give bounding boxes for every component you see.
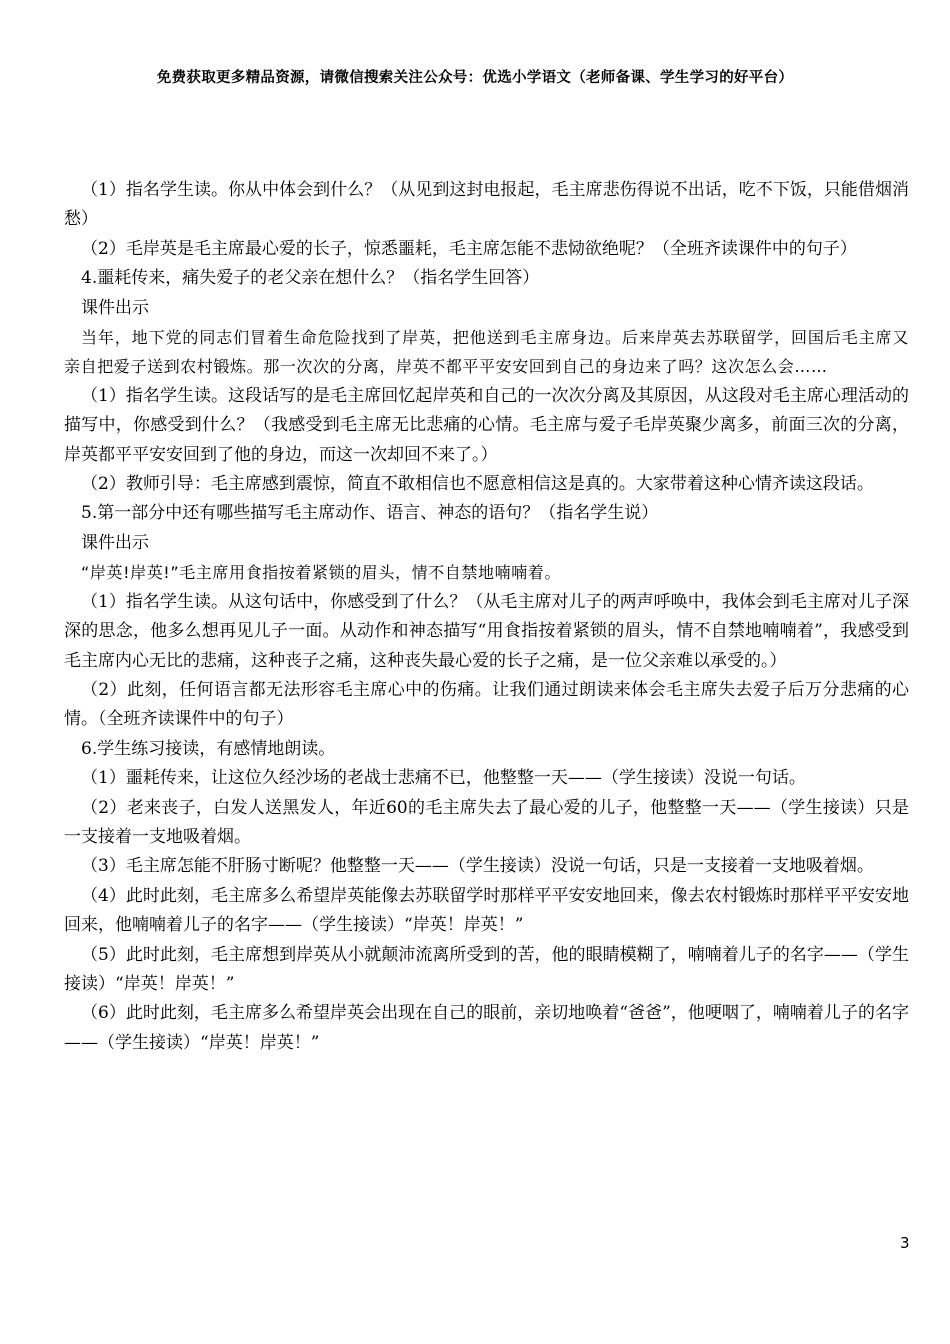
paragraph: （2）教师引导：毛主席感到震惊，简直不敢相信也不愿意相信这是真的。大家带着这种心情齐读这段话。 xyxy=(81,474,874,495)
paragraph: （1）噩耗传来，让这位久经沙场的老战士悲痛不已，他整整一天——（学生接读）没说一句话。 xyxy=(81,768,806,789)
header-banner: 免费获取更多精品资源，请微信搜索关注公众号：优选小学语文（老师备课、学生学习的好平台） xyxy=(156,70,794,86)
paragraph: （1）指名学生读。这段话写的是毛主席回忆起岸英和自己的一次次分离及其原因，从这段对毛主席心理活动的描写中，你感受到什么？（我感受到毛主席无比悲痛的心情。毛主席与爱子毛岸英聚少离多，前面三次的分离，岸英都平平安安回到了他的身边，而这一次却回不来了。） xyxy=(64,385,909,465)
paragraph: （5）此时此刻，毛主席想到岸英从小就颠沛流离所受到的苦，他的眼睛模糊了，喃喃着儿子的名字——（学生接读）“岸英！岸英！” xyxy=(64,944,909,994)
courseware-label: 课件出示 xyxy=(81,297,149,318)
courseware-quote: “岸英!岸英!”毛主席用食指按着紧锁的眉头，情不自禁地喃喃着。 xyxy=(81,563,562,583)
section-heading: 5.第一部分中还有哪些描写毛主席动作、语言、神态的语句？（指名学生说） xyxy=(81,503,659,524)
paragraph: （2）毛岸英是毛主席最心爱的长子，惊悉噩耗，毛主席怎能不悲恸欲绝呢？（全班齐读课件中的句子） xyxy=(81,238,857,259)
paragraph: （2）此刻，任何语言都无法形容毛主席心中的伤痛。让我们通过朗读来体会毛主席失去爱子后万分悲痛的心情。（全班齐读课件中的句子） xyxy=(64,679,909,730)
paragraph: （4）此时此刻，毛主席多么希望岸英能像去苏联留学时那样平平安安地回来，像去农村锻炼时那样平平安安地回来，他喃喃着儿子的名字——（学生接读）“岸英！岸英！” xyxy=(64,885,909,936)
paragraph: （1）指名学生读。你从中体会到什么？（从见到这封电报起，毛主席悲伤得说不出话，吃不下饭，只能借烟消愁） xyxy=(64,180,909,230)
section-heading: 4.噩耗传来，痛失爱子的老父亲在想什么？（指名学生回答） xyxy=(81,268,540,289)
paragraph: （2）老来丧子，白发人送黑发人，年近60的毛主席失去了最心爱的儿子，他整整一天——（学生接读）只是一支接着一支地吸着烟。 xyxy=(64,797,909,847)
page-number: 3 xyxy=(900,1234,910,1252)
courseware-label: 课件出示 xyxy=(81,532,149,553)
section-heading: 6.学生练习接读，有感情地朗读。 xyxy=(81,738,336,759)
courseware-quote: 当年，地下党的同志们冒着生命危险找到了岸英，把他送到毛主席身边。后来岸英去苏联留学，回国后毛主席又亲自把爱子送到农村锻炼。那一次次的分离，岸英不都平平安安回到自己的身边来了吗？这次怎么会…… xyxy=(64,328,909,377)
paragraph: （1）指名学生读。从这句话中，你感受到了什么？（从毛主席对儿子的两声呼唤中，我体会到毛主席对儿子深深的思念，他多么想再见儿子一面。从动作和神态描写“用食指按着紧锁的眉头，情不自禁地喃喃着”，我感受到毛主席内心无比的悲痛，这种丧子之痛，这种丧失最心爱的长子之痛，是一位父亲难以承受的。） xyxy=(64,591,909,671)
paragraph: （6）此时此刻，毛主席多么希望岸英会出现在自己的眼前，亲切地唤着“爸爸”，他哽咽了，喃喃着儿子的名字——（学生接读）“岸英！岸英！” xyxy=(64,1003,909,1053)
paragraph: （3）毛主席怎能不肝肠寸断呢？他整整一天——（学生接读）没说一句话，只是一支接着一支地吸着烟。 xyxy=(81,856,874,877)
document-body xyxy=(64,176,909,1058)
